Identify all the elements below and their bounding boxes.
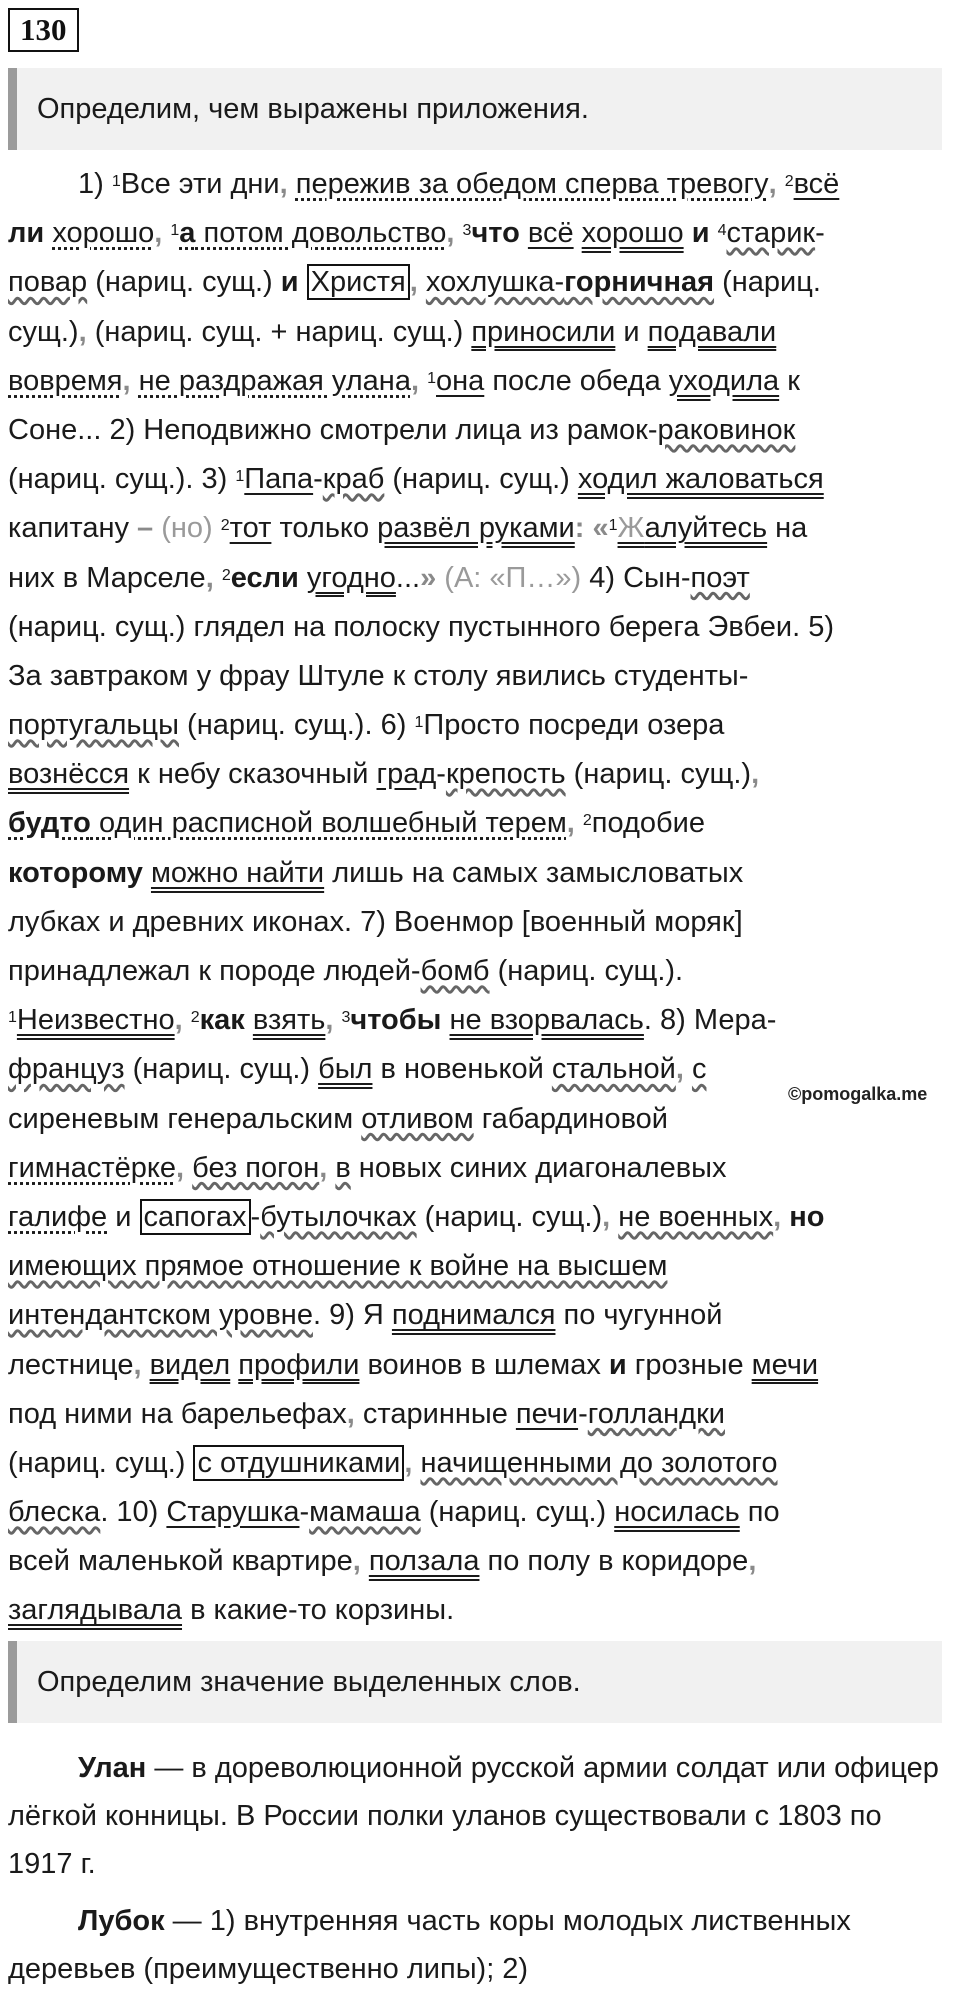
text-line-25: лестнице, видел профили воинов в шлемах и грозные мечи bbox=[8, 1348, 819, 1381]
definition-term: Улан bbox=[78, 1752, 147, 1784]
section-banner-appositions: Определим, чем выражены приложения. bbox=[8, 68, 942, 150]
text-line-23: имеющих прямое отношение к войне на высшем bbox=[8, 1250, 668, 1283]
text-line-27: (нариц. сущ.) с отдушниками , начищенными до золотого bbox=[8, 1446, 778, 1479]
exercise-number: 130 bbox=[8, 8, 79, 52]
text-line-19: француз (нариц. сущ.) был в новенькой стальной, с bbox=[8, 1053, 707, 1086]
text-line-22: галифе и сапогах -бутылочках (нариц. сущ.), не военных, но bbox=[8, 1200, 825, 1233]
text-line-10: (нариц. сущ.) глядел на полоску пустынного берега Эвбеи. 5) bbox=[8, 610, 834, 643]
text-line-18: $^1$Неизвестно, $^2$как взять, $^3$чтобы не взорвалась. 8) Мера- bbox=[8, 1004, 777, 1037]
text-line-13: вознёсся к небу сказочный град-крепость (нариц. сущ.), bbox=[8, 758, 760, 791]
section-banner-meanings: Определим значение выделенных слов. bbox=[8, 1641, 942, 1723]
definition-ulan bbox=[8, 1744, 948, 1888]
text-line-29: всей маленькой квартире, ползала по полу в коридоре, bbox=[8, 1545, 757, 1578]
text-line-5: вовремя, не раздражая улана, $^1$она после обеда уходила к bbox=[8, 364, 800, 397]
text-line-7: (нариц. сущ.). 3) $^1$Папа-краб (нариц. сущ.) ходил жаловаться bbox=[8, 463, 824, 496]
text-line-15: которому можно найти лишь на самых замысловатых bbox=[8, 856, 744, 889]
text-line-24: интендантском уровне. 9) Я поднимался по чугунной bbox=[8, 1299, 723, 1332]
text-line-2: ли хорошо, $^1$а потом довольство, $^3$что всё хорошо и $^4$старик- bbox=[8, 217, 825, 250]
definition-text: — в дореволюционной русской армии солдат или офицер лёгкой конницы. В России полки уланов существовали с 1803 по 1917 г. bbox=[8, 1752, 939, 1880]
text-line-14: будто один расписной волшебный терем, $^2$подобие bbox=[8, 807, 705, 840]
text-line-30: заглядывала в какие-то корзины. bbox=[8, 1594, 455, 1627]
text-line-12: португальцы (нариц. сущ.). 6) $^1$Просто посреди озера bbox=[8, 709, 725, 742]
text-line-20: сиреневым генеральским отливом габардиновой bbox=[8, 1102, 668, 1135]
text-line-11: За завтраком у фрау Штуле к столу явились студенты- bbox=[8, 659, 749, 692]
text-line-28: блеска. 10) Старушка-мамаша (нариц. сущ.) носилась по bbox=[8, 1496, 780, 1529]
definition-lubok bbox=[8, 1897, 948, 1993]
text-line-26: под ними на барельефах, старинные печи-голландки bbox=[8, 1397, 725, 1430]
definition-term: Лубок bbox=[78, 1905, 165, 1937]
text-line-9: них в Марселе, $^2$если угодно...» (А: «П…») 4) Сын-поэт bbox=[8, 561, 750, 594]
definition-text: — 1) внутренняя часть коры молодых лиственных деревьев (преимущественно липы); 2) bbox=[8, 1905, 851, 1985]
text-line-3: повар (нариц. сущ.) и Христя , хохлушка-горничная (нариц. bbox=[8, 266, 821, 299]
text-line-21: гимнастёрке, без погон, в новых синих диагоналевых bbox=[8, 1151, 727, 1184]
text-line-4: сущ.), (нариц. сущ. + нариц. сущ.) приносили и подавали bbox=[8, 315, 777, 348]
text-line-1: 1) $^1$Все эти дни, пережив за обедом сперва тревогу, $^2$всё bbox=[78, 168, 840, 200]
text-line-6: Соне... 2) Неподвижно смотрели лица из рамок-раковинок bbox=[8, 413, 796, 446]
text-line-17: принадлежал к породе людей-бомб (нариц. сущ.). bbox=[8, 955, 684, 987]
text-line-8: капитану – (но) $^2$тот только развёл руками: «$^1$Жалуйтесь на bbox=[8, 512, 808, 545]
watermark: ©pomogalka.me bbox=[788, 1084, 928, 1104]
exercise-text bbox=[8, 160, 948, 1636]
text-line-16: лубках и древних иконах. 7) Военмор [военный моряк] bbox=[8, 905, 743, 938]
